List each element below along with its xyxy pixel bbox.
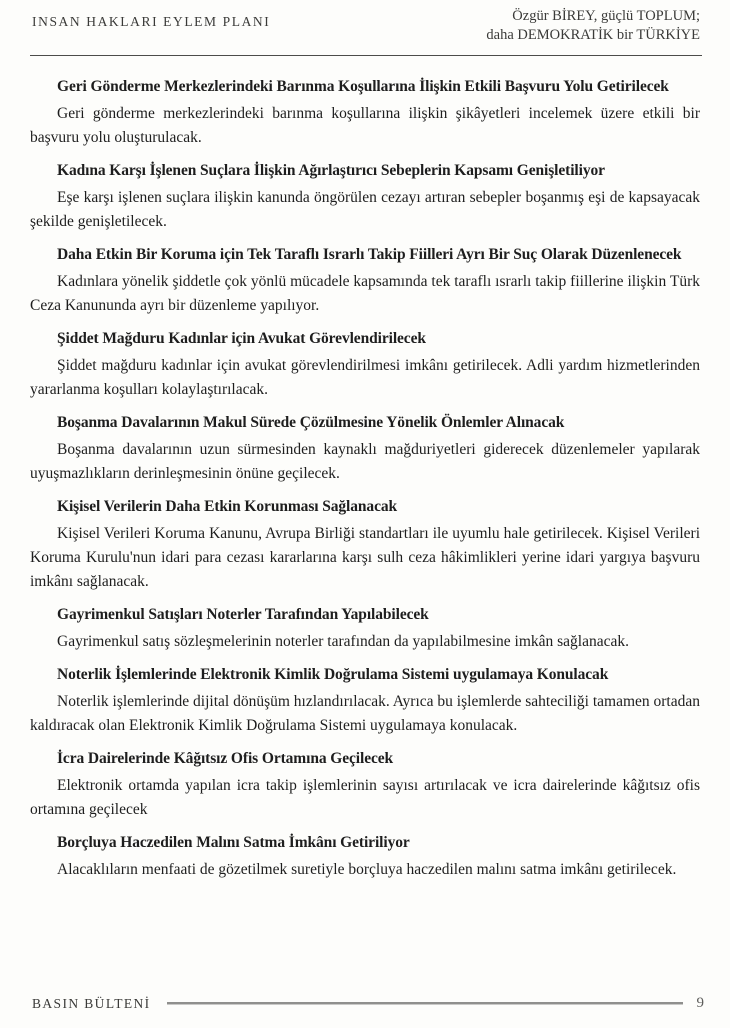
page-number: 9 bbox=[696, 995, 704, 1011]
document-body bbox=[0, 56, 730, 882]
footer-label: BASIN BÜLTENİ bbox=[32, 995, 151, 1011]
slogan-line-1: Özgür BİREY, güçlü TOPLUM; bbox=[512, 8, 700, 24]
section-paragraph: Alacaklıların menfaati de gözetilmek suretiyle borçluya haczedilen malını satma imkânı getirilecek. bbox=[57, 861, 677, 879]
document-section bbox=[30, 747, 700, 822]
document-section bbox=[30, 663, 700, 738]
section-paragraph: Kadınlara yönelik şiddetle çok yönlü mücadele kapsamında tek taraflı ısrarlı takip fiillerine ilişkin Türk Ceza Kanununda ayrı bir düzenleme yapılıyor. bbox=[30, 273, 700, 315]
page-footer bbox=[32, 995, 704, 1012]
section-heading: Daha Etkin Bir Koruma için Tek Taraflı Israrlı Takip Fiilleri Ayrı Bir Suç Olarak Düzenlenecek bbox=[57, 246, 682, 264]
header-slogan bbox=[486, 7, 700, 45]
document-section bbox=[30, 411, 700, 486]
section-paragraph: Gayrimenkul satış sözleşmelerinin noterler tarafından da yapılabilmesine imkân sağlanacak. bbox=[57, 633, 630, 651]
document-section bbox=[30, 75, 700, 150]
section-heading: Gayrimenkul Satışları Noterler Tarafından Yapılabilecek bbox=[57, 606, 429, 624]
section-heading: İcra Dairelerinde Kâğıtsız Ofis Ortamına Geçilecek bbox=[57, 750, 394, 768]
document-section bbox=[30, 327, 700, 402]
section-heading: Kadına Karşı İşlenen Suçlara İlişkin Ağırlaştırıcı Sebeplerin Kapsamı Genişletiliyor bbox=[57, 162, 605, 180]
section-heading: Borçluya Haczedilen Malını Satma İmkânı Getiriliyor bbox=[57, 834, 410, 852]
slogan-line-2: daha DEMOKRATİK bir TÜRKİYE bbox=[486, 27, 700, 44]
section-paragraph: Şiddet mağduru kadınlar için avukat görevlendirilmesi imkânı getirilecek. Adli yardım hizmetlerinden yararlanma koşulları kolaylaştırılacak. bbox=[30, 357, 700, 399]
document-section bbox=[30, 603, 700, 654]
section-heading: Noterlik İşlemlerinde Elektronik Kimlik Doğrulama Sistemi uygulamaya Konulacak bbox=[57, 666, 609, 684]
section-paragraph: Eşe karşı işlenen suçlara ilişkin kanunda öngörülen cezayı artıran sebepler boşanmış eşi de kapsayacak şekilde genişletilecek. bbox=[30, 189, 700, 231]
document-section bbox=[30, 159, 700, 234]
section-heading: Şiddet Mağduru Kadınlar için Avukat Görevlendirilecek bbox=[57, 330, 426, 348]
section-paragraph: Boşanma davalarının uzun sürmesinden kaynaklı mağduriyetleri giderecek düzenlemeler yapılarak uyuşmazlıkların derinleşmesinin önüne geçilecek. bbox=[30, 441, 700, 483]
document-section bbox=[30, 495, 700, 594]
section-heading: Kişisel Verilerin Daha Etkin Korunması Sağlanacak bbox=[57, 498, 398, 516]
section-paragraph: Geri gönderme merkezlerindeki barınma koşullarına ilişkin şikâyetleri incelemek üzere etkili bir başvuru yolu oluşturulacak. bbox=[30, 105, 700, 147]
document-title: INSAN HAKLARI EYLEM PLANI bbox=[32, 14, 271, 29]
section-paragraph: Noterlik işlemlerinde dijital dönüşüm hızlandırılacak. Ayrıca bu işlemlerde sahteciliği tamamen ortadan kaldıracak olan Elektronik Kimlik Doğrulama Sistemi uygulamaya konulacak. bbox=[30, 693, 700, 735]
section-paragraph: Kişisel Verileri Koruma Kanunu, Avrupa Birliği standartları ile uyumlu hale getirilecek. Kişisel Verileri Koruma Kurulu'nun idari para cezası kararlarına karşı sulh ceza hâkimlikleri yerine idari yargıya başvuru imkânı sağlanacak. bbox=[30, 525, 700, 591]
section-paragraph: Elektronik ortamda yapılan icra takip işlemlerinin sayısı artırılacak ve icra dairelerinde kâğıtsız ofis ortamına geçilecek bbox=[30, 777, 700, 819]
footer-rule bbox=[167, 1002, 683, 1005]
document-section bbox=[30, 831, 700, 882]
section-heading: Boşanma Davalarının Makul Sürede Çözülmesine Yönelik Önlemler Alınacak bbox=[57, 414, 565, 432]
document-section bbox=[30, 243, 700, 318]
page-header bbox=[0, 0, 730, 45]
section-heading: Geri Gönderme Merkezlerindeki Barınma Koşullarına İlişkin Etkili Başvuru Yolu Getirilecek bbox=[57, 78, 669, 96]
